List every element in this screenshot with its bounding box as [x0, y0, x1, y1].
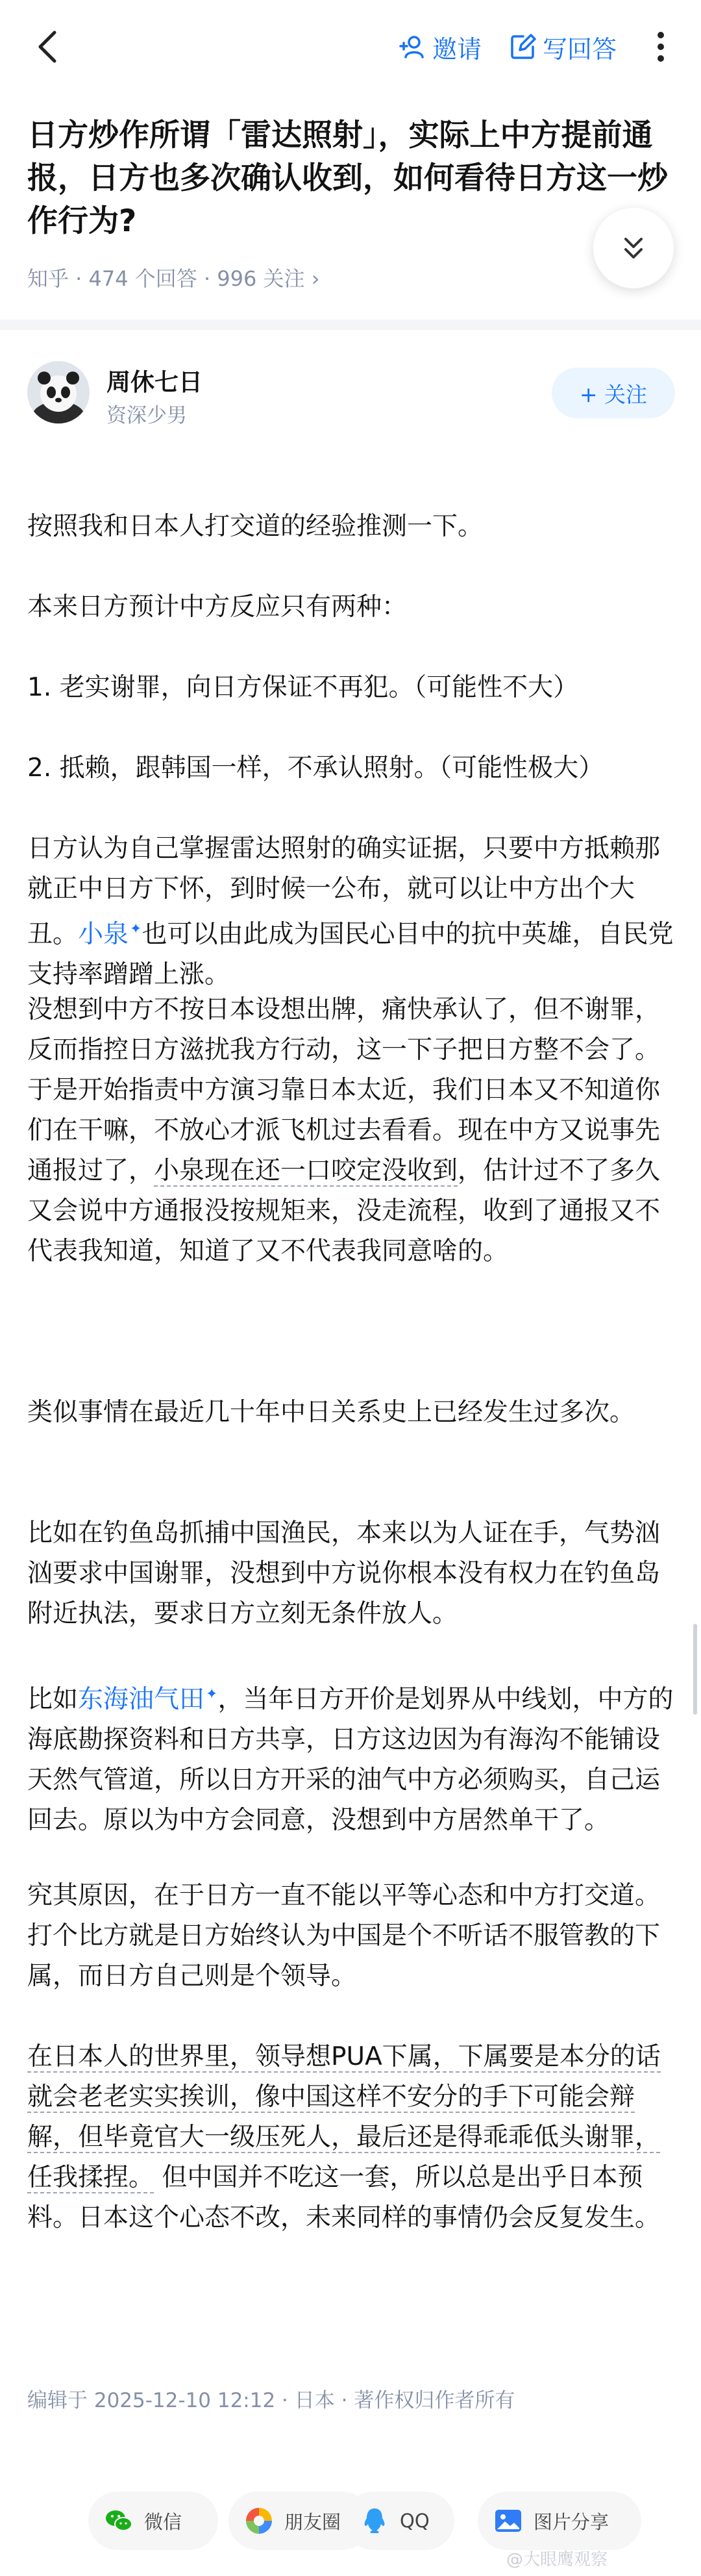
share-wechat-button[interactable]: [88, 2492, 218, 2550]
write-answer-label: 写回答: [543, 34, 617, 64]
answer-paragraph: 2. 抵赖，跟韩国一样，不承认照射。（可能性极大）: [27, 753, 604, 783]
keyword-link-label: 东海油气田: [78, 1685, 205, 1714]
invite-button[interactable]: [399, 29, 482, 65]
answer-paragraph: 1. 老实谢罪，向日方保证不再犯。（可能性不大）: [27, 673, 579, 702]
scrollbar-thumb[interactable]: [693, 1624, 697, 1715]
search-sparkle-icon: ✦: [130, 921, 142, 937]
question-title[interactable]: 日方炒作所谓「雷达照射」，实际上中方提前通报，日方也多次确认收到，如何看待日方这一炒作行为?: [27, 118, 668, 239]
answer-paragraph: [27, 829, 676, 995]
edit-timestamp: 编辑于 2025-12-10 12:12 · 日本 · 著作权归作者所有: [27, 2389, 515, 2412]
share-wechat-label: 微信: [144, 2510, 182, 2533]
answer-paragraph: 究其原因，在于日方一直不能以平等心态和中方打交道。打个比方就是日方始终认为中国是个不听话不服管教的下属，而日方自己则是个领导。: [27, 1881, 661, 1991]
highlighted-text[interactable]: 在日本人的世界里，领导想PUA下属，下属要是本分的话就会老老实实挨训，像中国这样不安分的手下可能会辩解，但毕竟官大一级压死人，最后还是得乖乖低头谢罪，任我揉捏。: [27, 2042, 661, 2192]
answer-text: ，估计过不了多久又会说中方通报没按规矩来，没走流程，收到了通报又不代表我知道，知道了又不代表我同意啥的。: [27, 1156, 661, 1266]
author-name[interactable]: 周休七日: [106, 368, 203, 396]
share-moments-label: 朋友圈: [284, 2510, 341, 2533]
share-qq-label: QQ: [400, 2510, 430, 2532]
share-image-button[interactable]: [478, 2492, 641, 2550]
answer-text: 也可以由此成为国民心目中的抗中英雄，自民党支持率蹭蹭上涨。: [27, 920, 674, 989]
answer-paragraph: 比如在钓鱼岛抓捕中国渔民，本来以为人证在手，气势汹汹要求中国谢罪，没想到中方说你根本没有权力在钓鱼岛附近执法，要求日方立刻无条件放人。: [27, 1519, 661, 1628]
answer-text: 比如: [27, 1685, 79, 1714]
top-nav-bar: [0, 0, 701, 97]
add-person-icon: [399, 32, 427, 61]
double-chevron-down-icon: [615, 230, 652, 266]
watermark: @大眼鹰观察: [506, 2550, 608, 2570]
section-divider: [0, 320, 701, 330]
answer-paragraph: [27, 1674, 676, 1841]
edit-icon: [509, 32, 537, 61]
wechat-icon: [103, 2505, 135, 2537]
author-avatar[interactable]: [27, 361, 90, 423]
invite-label: 邀请: [432, 34, 482, 64]
question-meta[interactable]: 知乎 · 474 个回答 · 996 关注 ›: [27, 266, 320, 291]
highlighted-text[interactable]: 小泉现在还一口咬定没收到: [154, 1156, 458, 1185]
keyword-link-donghai[interactable]: [78, 1685, 217, 1714]
share-image-label: 图片分享: [534, 2510, 609, 2533]
answer-paragraph: 类似事情在最近几十年中日关系史上已经发生过多次。: [27, 1398, 635, 1427]
expand-question-button[interactable]: [593, 208, 674, 288]
image-icon: [492, 2505, 524, 2537]
search-sparkle-icon: ✦: [206, 1686, 218, 1702]
keyword-link-xiaoquan[interactable]: [78, 920, 141, 949]
write-answer-button[interactable]: [509, 29, 617, 65]
author-bio: 资深少男: [106, 404, 187, 427]
share-qq-button[interactable]: [344, 2492, 454, 2550]
back-icon[interactable]: [26, 23, 73, 70]
answer-paragraph: 本来日方预计中方反应只有两种：: [27, 592, 408, 622]
answer-text: ，当年日方开价是划界从中线划，中方的海底勘探资料和日方共享，日方这边因为有海沟不能铺设天然气管道，所以日方开采的油气中方必须购买，自己运回去。原以为中方会同意，没想到中方居然单干了。: [27, 1685, 674, 1835]
answer-text: 但中国并不吃这一套，所以总是出乎日本预料。日本这个心态不改，未来同样的事情仍会反复发生。: [27, 2163, 661, 2232]
qq-icon: [358, 2505, 391, 2537]
answer-text: 没想到中方不按日本设想出牌，痛快承认了，但不谢罪，反而指控日方滋扰我方行动，这一下子把日方整不会了。于是开始指责中方演习靠日本太近，我们日本又不知道你们在干嘛，不放心才派飞机过去看看。现在中方又说事先通报过了，: [27, 995, 661, 1185]
more-options-icon[interactable]: [645, 26, 676, 68]
answer-paragraph: [27, 2037, 676, 2238]
panda-avatar-image: [27, 361, 90, 423]
answer-paragraph: [27, 990, 676, 1272]
follow-button[interactable]: + 关注: [552, 368, 675, 418]
keyword-link-label: 小泉: [78, 920, 129, 949]
answer-paragraph: 按照我和日本人打交道的经验推测一下。: [27, 512, 484, 541]
moments-icon: [243, 2505, 275, 2537]
answer-text: 日方认为自己掌握雷达照射的确实证据，只要中方抵赖那就正中日方下怀，到时候一公布，就可以让中方出个大丑。: [27, 834, 661, 949]
